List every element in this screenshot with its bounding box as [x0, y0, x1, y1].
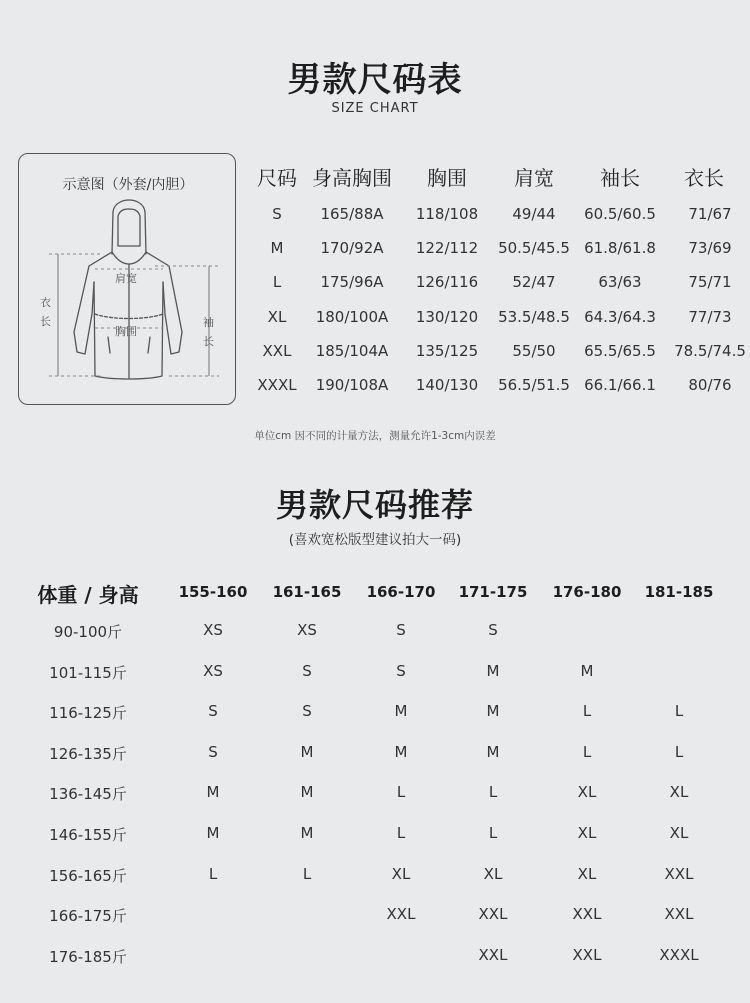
size-chart-cell: 71/67 [688, 205, 732, 223]
size-chart-cell: XXL [262, 341, 292, 360]
size-chart-cell: 53.5/48.5 [498, 307, 570, 326]
recommended-size-cell: M [206, 824, 220, 842]
recommended-size-cell: S [396, 621, 406, 639]
size-chart-cell: 118/108 [415, 205, 479, 223]
recommended-size-cell: XL [669, 824, 689, 842]
size-chart-row [240, 376, 750, 410]
header-height-range: 166-170 [366, 583, 436, 601]
recommended-size-cell: XL [577, 783, 597, 802]
size-chart-cell: 66.1/66.1 [584, 376, 656, 394]
label-chest: 胸围 [115, 325, 137, 338]
recommended-size-cell: L [674, 742, 684, 761]
recommended-size-cell: XL [577, 864, 597, 883]
header-height-range: 181-185 [644, 583, 714, 601]
size-chart-cell: 63/63 [598, 273, 642, 292]
recommended-size-cell: L [488, 783, 498, 802]
weight-range-cell: 90-100斤 [53, 623, 123, 641]
recommended-size-cell: S [396, 661, 406, 680]
size-chart-cell: 73/69 [688, 239, 732, 258]
size-chart-cell: 75/71 [688, 273, 732, 292]
recommended-size-cell: XXL [386, 905, 416, 924]
recommended-size-cell: M [394, 702, 408, 721]
recommendation-row [0, 905, 750, 945]
diagram-caption: 示意图（外套/内胆） [62, 177, 194, 193]
size-chart-row [240, 205, 750, 239]
size-chart-cell: 175/96A [320, 273, 384, 292]
recommended-size-cell: L [396, 783, 406, 802]
header-chest: 胸围 [427, 166, 467, 190]
label-shoulder-width: 肩宽 [115, 272, 137, 285]
recommendation-row [0, 662, 750, 702]
size-chart-subtitle: SIZE CHART [331, 101, 419, 116]
header-height-range: 161-165 [272, 583, 342, 601]
recommendation-row [0, 621, 750, 661]
weight-range-cell: 176-185斤 [49, 947, 127, 966]
size-chart-cell: 65.5/65.5 [584, 341, 656, 360]
size-chart-cell: S [272, 205, 282, 223]
weight-range-cell: 101-115斤 [49, 663, 127, 682]
size-chart-cell: 140/130 [415, 376, 479, 394]
recommended-size-cell: XXL [572, 945, 602, 964]
header-weight-height: 体重 / 身高 [37, 583, 139, 607]
header-height-range: 155-160 [178, 583, 248, 601]
recommended-size-cell: L [302, 864, 312, 883]
recommended-size-cell: M [394, 742, 408, 761]
recommended-size-cell: XXL [664, 905, 694, 924]
size-chart-row [240, 273, 750, 307]
size-chart-row [240, 308, 750, 342]
recommendation-subtitle: (喜欢宽松版型建议拍大一码) [288, 532, 462, 548]
size-chart-cell: 56.5/51.5 [498, 376, 570, 394]
weight-range-cell: 146-155斤 [49, 826, 127, 844]
recommendation-header-row [0, 583, 750, 623]
recommendation-title: 男款尺码推荐 [275, 486, 474, 524]
size-chart-cell: 165/88A [320, 205, 384, 223]
recommended-size-cell: M [300, 824, 314, 842]
size-chart-cell: 185/104A [315, 341, 389, 360]
measurement-note: 单位cm 因不同的计量方法，测量允许1-3cm内误差 [254, 430, 496, 442]
size-chart-cell: 61.8/61.8 [584, 239, 656, 258]
size-chart-cell: 78.5/74.5 [674, 341, 746, 360]
recommended-size-cell: L [674, 702, 684, 721]
jacket-diagram-panel [18, 153, 236, 405]
recommended-size-cell: L [488, 824, 498, 842]
size-chart-row [240, 239, 750, 273]
size-chart-cell: M [270, 239, 284, 258]
recommended-size-cell: S [208, 742, 218, 761]
header-height-range: 171-175 [458, 583, 528, 601]
label-body-length: 衣长 [40, 296, 51, 328]
header-size: 尺码 [257, 166, 297, 190]
weight-range-cell: 156-165斤 [49, 866, 127, 885]
size-chart-cell: 122/112 [415, 239, 479, 258]
recommended-size-cell: L [396, 824, 406, 842]
recommendation-row [0, 702, 750, 742]
recommended-size-cell: S [302, 702, 312, 721]
recommendation-row [0, 783, 750, 823]
size-chart-cell: 55/50 [512, 341, 556, 360]
recommended-size-cell: S [488, 621, 498, 639]
size-chart-title: 男款尺码表 [287, 60, 463, 100]
recommended-size-cell: XL [577, 824, 597, 842]
recommended-size-cell: M [580, 661, 594, 680]
recommended-size-cell: S [208, 702, 218, 721]
header-shoulder: 肩宽 [514, 166, 554, 190]
size-chart-cell: XXXL [257, 376, 297, 394]
recommended-size-cell: XS [203, 661, 223, 680]
size-chart-cell: 130/120 [415, 307, 479, 326]
recommendation-row [0, 743, 750, 783]
size-chart-cell: XL [267, 307, 287, 326]
size-chart-cell: 52/47 [512, 273, 556, 292]
size-chart-cell: 80/76 [688, 376, 732, 394]
recommended-size-cell: XXL [664, 864, 694, 883]
recommended-size-cell: L [208, 864, 218, 883]
header-height-range: 176-180 [552, 583, 622, 601]
size-chart-cell: 126/116 [415, 273, 479, 292]
weight-range-cell: 136-145斤 [49, 785, 127, 804]
size-chart-cell: 60.5/60.5 [584, 205, 656, 223]
recommended-size-cell: XL [391, 864, 411, 883]
recommended-size-cell: XS [203, 621, 223, 639]
recommended-size-cell: M [486, 742, 500, 761]
weight-range-cell: 166-175斤 [49, 907, 127, 926]
label-sleeve-length: 袖长 [203, 316, 214, 348]
recommended-size-cell: M [300, 783, 314, 802]
recommended-size-cell: M [486, 661, 500, 680]
size-chart-header-row [240, 162, 750, 196]
header-height-chest: 身高胸围 [312, 166, 392, 190]
size-chart-cell: 50.5/45.5 [498, 239, 570, 258]
size-chart-cell: 49/44 [512, 205, 556, 223]
recommended-size-cell: XXXL [659, 945, 699, 964]
recommended-size-cell: L [582, 742, 592, 761]
weight-range-cell: 126-135斤 [49, 744, 127, 763]
size-chart-cell: 190/108A [315, 376, 389, 394]
recommendation-row [0, 865, 750, 905]
recommended-size-cell: L [582, 702, 592, 721]
size-chart-cell: 135/125 [415, 341, 479, 360]
recommended-size-cell: XL [669, 783, 689, 802]
recommended-size-cell: M [300, 742, 314, 761]
recommendation-row [0, 824, 750, 864]
recommended-size-cell: M [206, 783, 220, 802]
recommendation-row [0, 946, 750, 986]
header-sleeve: 袖长 [600, 166, 640, 190]
recommended-size-cell: XXL [478, 905, 508, 924]
header-length: 衣长 [684, 166, 724, 190]
size-chart-row [240, 342, 750, 376]
recommended-size-cell: S [302, 661, 312, 680]
size-chart-cell: L [272, 273, 282, 292]
recommended-size-cell: XS [297, 621, 317, 639]
recommended-size-cell: XXL [478, 945, 508, 964]
size-chart-cell: 180/100A [315, 307, 389, 326]
size-chart-cell: 170/92A [320, 239, 384, 258]
size-chart-cell: 64.3/64.3 [584, 307, 656, 326]
weight-range-cell: 116-125斤 [49, 704, 127, 723]
recommended-size-cell: XXL [572, 905, 602, 924]
size-chart-cell: 77/73 [688, 307, 732, 326]
recommended-size-cell: M [486, 702, 500, 721]
recommended-size-cell: XL [483, 864, 503, 883]
